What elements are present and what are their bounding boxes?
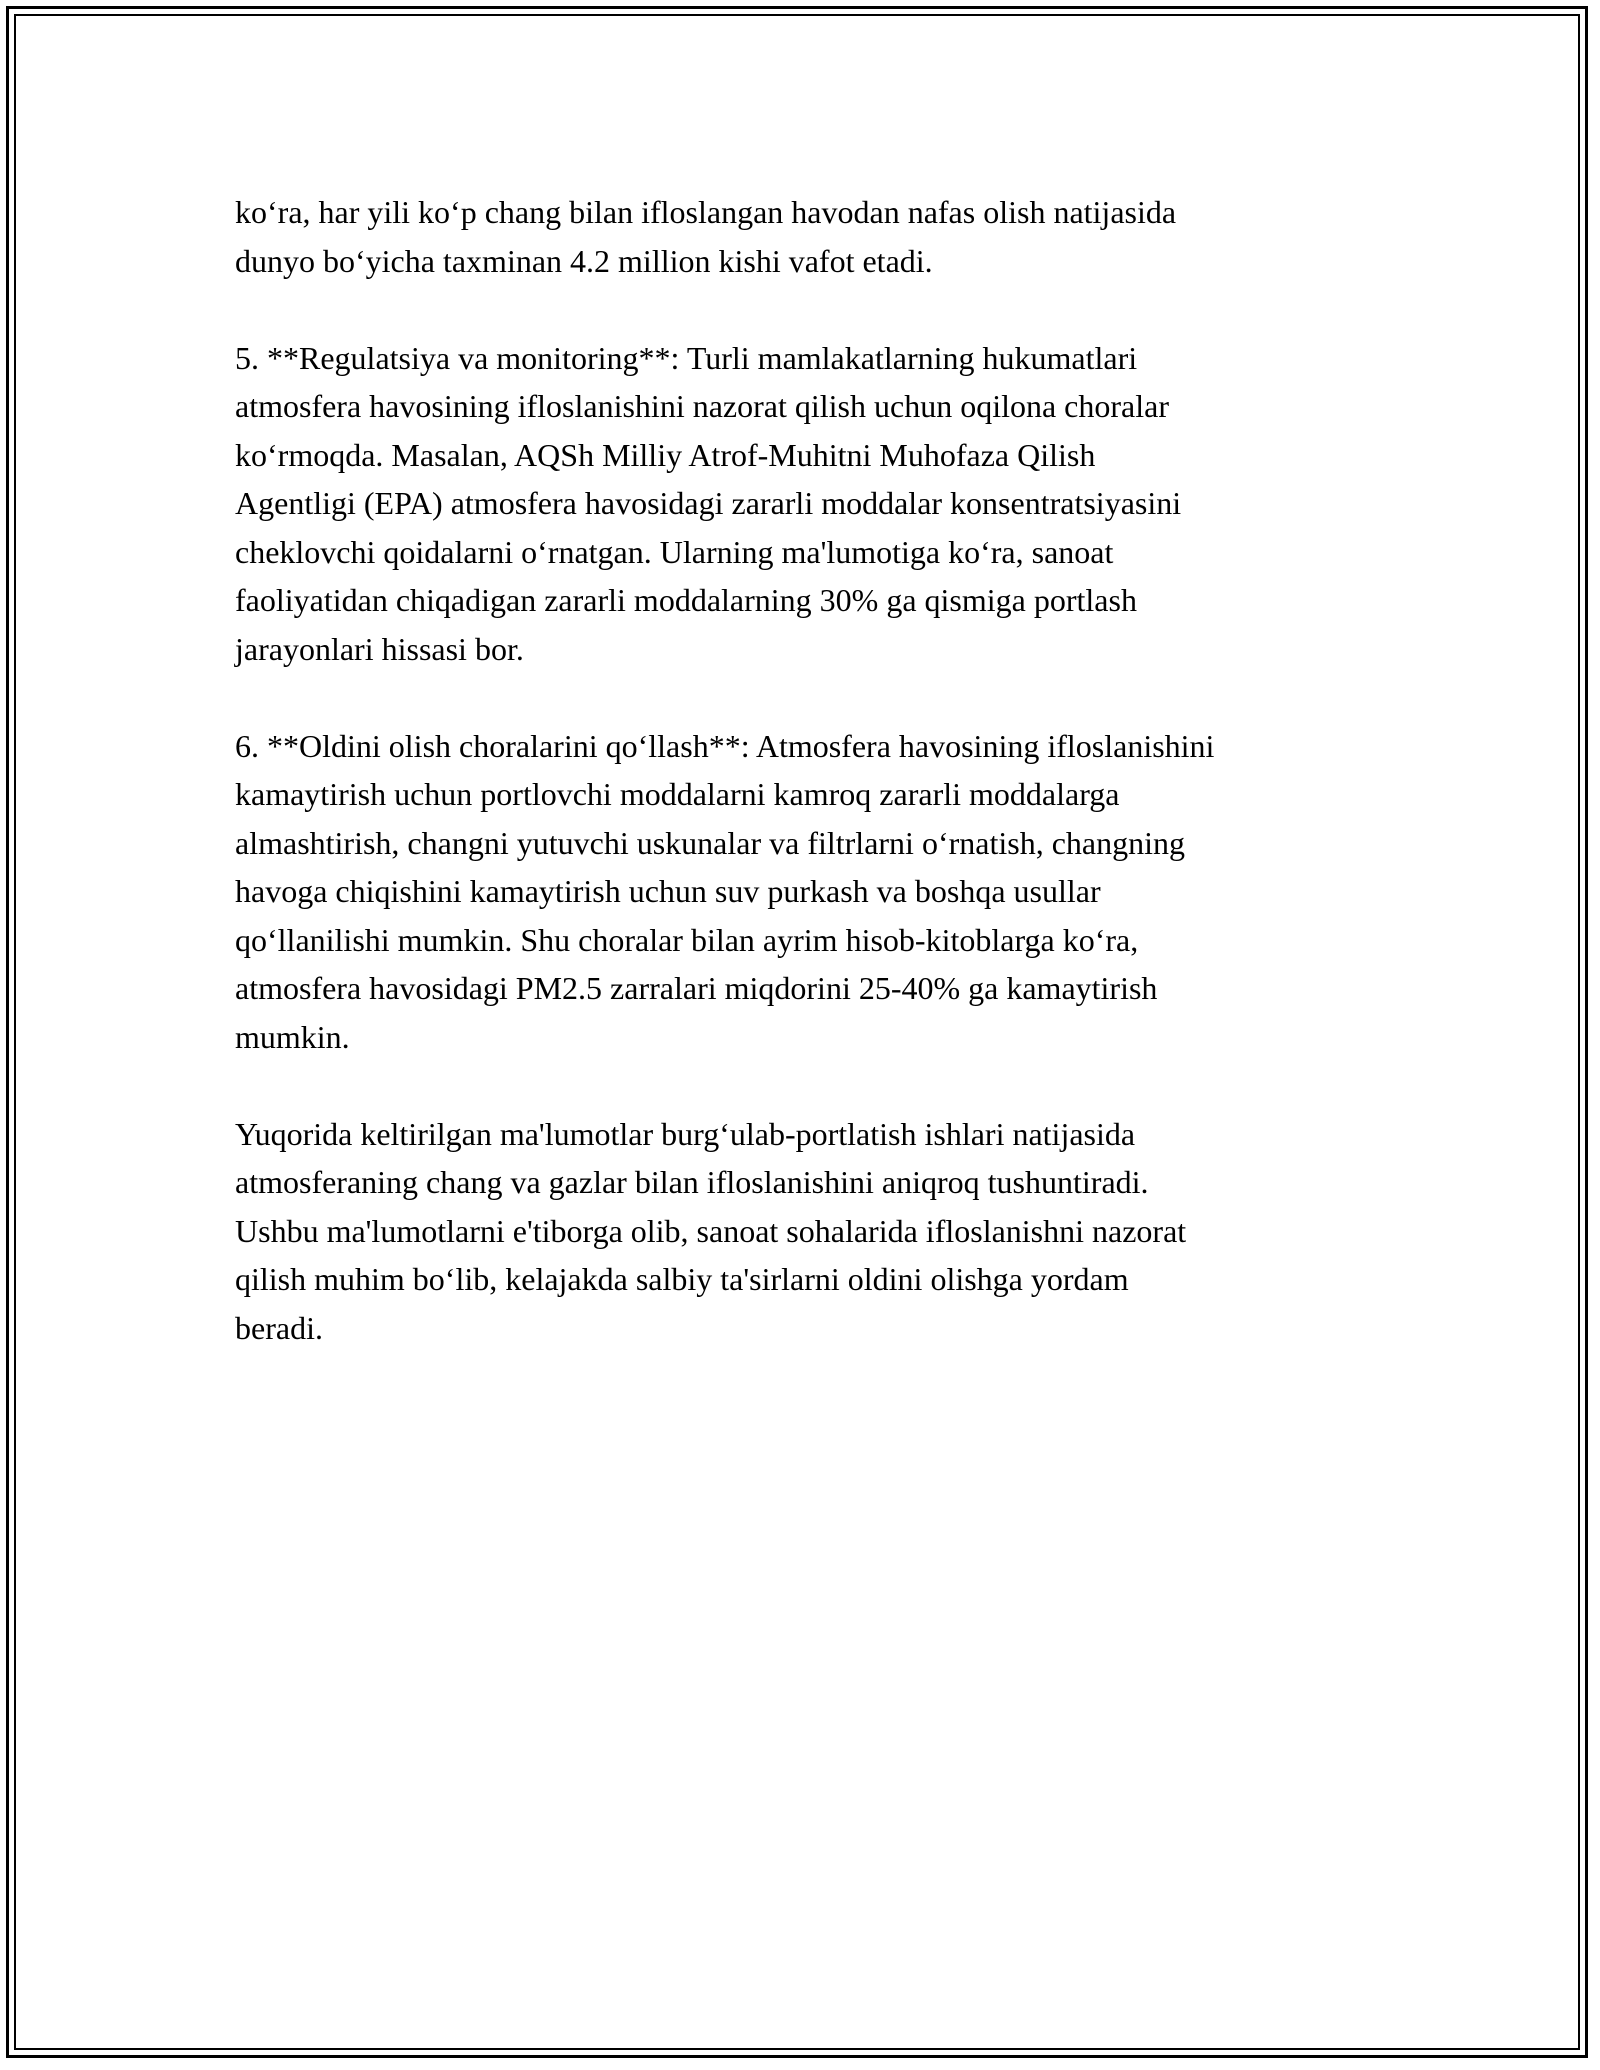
paragraph-conclusion: Yuqorida keltirilgan ma'lumotlar burg‘ulab-portlatish ishlari natijasida atmosferaning chang va gazlar bilan ifloslanishini aniqroq tushuntiradi. Ushbu ma'lumotlarni e'tiborga olib, sanoat sohalarida ifloslanishni nazorat qilish muhim bo‘lib, kelajakda salbiy ta'sirlarni oldini olishga yordam beradi. xyxy=(235,1115,1187,1346)
document-body xyxy=(235,188,1375,1401)
paragraph-regulation-monitoring: 5. **Regulatsiya va monitoring**: Turli mamlakatlarning hukumatlari atmosfera havosining ifloslanishini nazorat qilish uchun oqilona choralar ko‘rmoqda. Masalan, AQSh Milliy Atrof-Muhitni Muhofaza Qilish Agentligi (EPA) atmosfera havosidagi zararli moddalar konsentratsiyasini cheklovchi qoidalarni o‘rnatgan. Ularning ma'lumotiga ko‘ra, sanoat faoliyatidan chiqadigan zararli moddalarning 30% ga qismiga portlash jarayonlari hissasi bor. xyxy=(235,339,1182,667)
paragraph-prevention-measures: 6. **Oldini olish choralarini qo‘llash**: Atmosfera havosining ifloslanishini kamaytirish uchun portlovchi moddalarni kamroq zararli moddalarga almashtirish, changni yutuvchi uskunalar va filtrlarni o‘rnatish, changning havoga chiqishini kamaytirish uchun suv purkash va boshqa usullar qo‘llanilishi mumkin. Shu choralar bilan ayrim hisob-kitoblarga ko‘ra, atmosfera havosidagi PM2.5 zarralari miqdorini 25-40% ga kamaytirish mumkin. xyxy=(235,727,1215,1055)
paragraph-intro-continuation: ko‘ra, har yili ko‘p chang bilan ifloslangan havodan nafas olish natijasida dunyo bo‘yicha taxminan 4.2 million kishi vafot etadi. xyxy=(235,194,1177,279)
